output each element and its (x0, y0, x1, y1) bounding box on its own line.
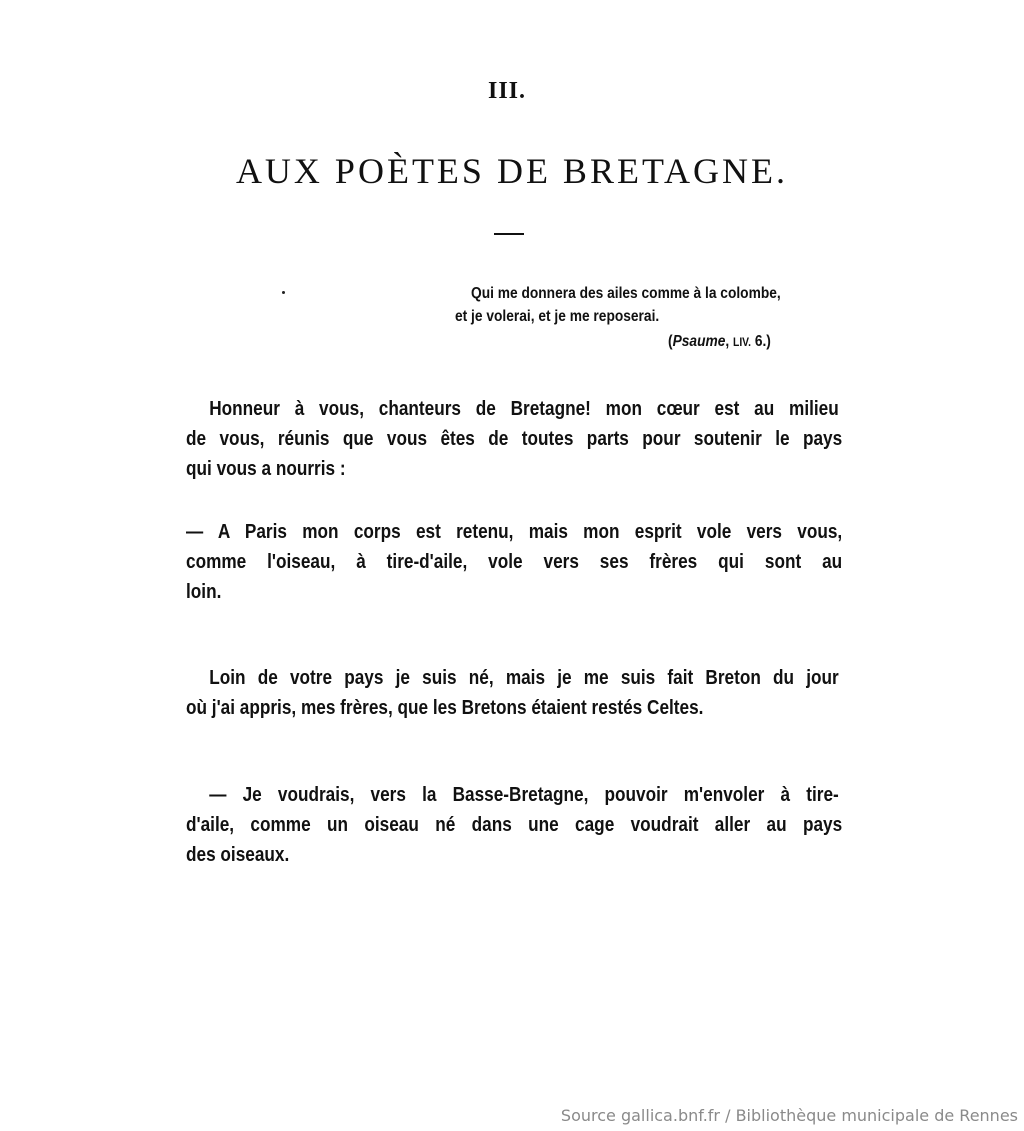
paragraph-line: où j'ai appris, mes frères, que les Bretons étaient restés Celtes. (186, 697, 704, 719)
paragraph-line: Loin de votre pays je suis né, mais je me suis fait Breton du jour (209, 667, 839, 689)
paragraph-line: Honneur à vous, chanteurs de Bretagne! mon cœur est au milieu (209, 398, 839, 420)
paragraph-line: d'aile, comme un oiseau né dans une cage voudrait aller au pays (186, 814, 843, 836)
paragraph-line: loin. (186, 581, 222, 603)
paragraph-line: des oiseaux. (186, 844, 290, 866)
paragraph-line: — A Paris mon corps est retenu, mais mon esprit vole vers vous, (186, 521, 843, 543)
title-divider (494, 233, 524, 235)
epigraph-citation: (Psaume, LIV. 6.) (668, 333, 771, 350)
epigraph-line: Qui me donnera des ailes comme à la colombe, (471, 285, 781, 302)
paragraph (186, 780, 842, 870)
paragraph (186, 517, 842, 607)
paragraph-line: comme l'oiseau, à tire-d'aile, vole vers ses frères qui sont au (186, 551, 843, 573)
paragraph-line: — Je voudrais, vers la Basse-Bretagne, pouvoir m'envoler à tire- (209, 784, 839, 806)
paragraph-line: qui vous a nourris : (186, 458, 346, 480)
epigraph-line: et je volerai, et je me reposerai. (455, 308, 660, 325)
citation-work: Psaume (672, 333, 726, 350)
chapter-number: III. (487, 78, 527, 104)
source-attribution: Source gallica.bnf.fr / Bibliothèque municipale de Rennes (560, 1106, 1018, 1125)
chapter-title: AUX POÈTES DE BRETAGNE. (235, 151, 789, 191)
print-speck (282, 291, 285, 294)
paragraph-line: de vous, réunis que vous êtes de toutes parts pour soutenir le pays (186, 428, 843, 450)
paragraph (186, 394, 842, 484)
citation-chapter: LIV. (733, 335, 751, 349)
citation-verse: 6. (754, 333, 767, 350)
paragraph (186, 663, 842, 723)
